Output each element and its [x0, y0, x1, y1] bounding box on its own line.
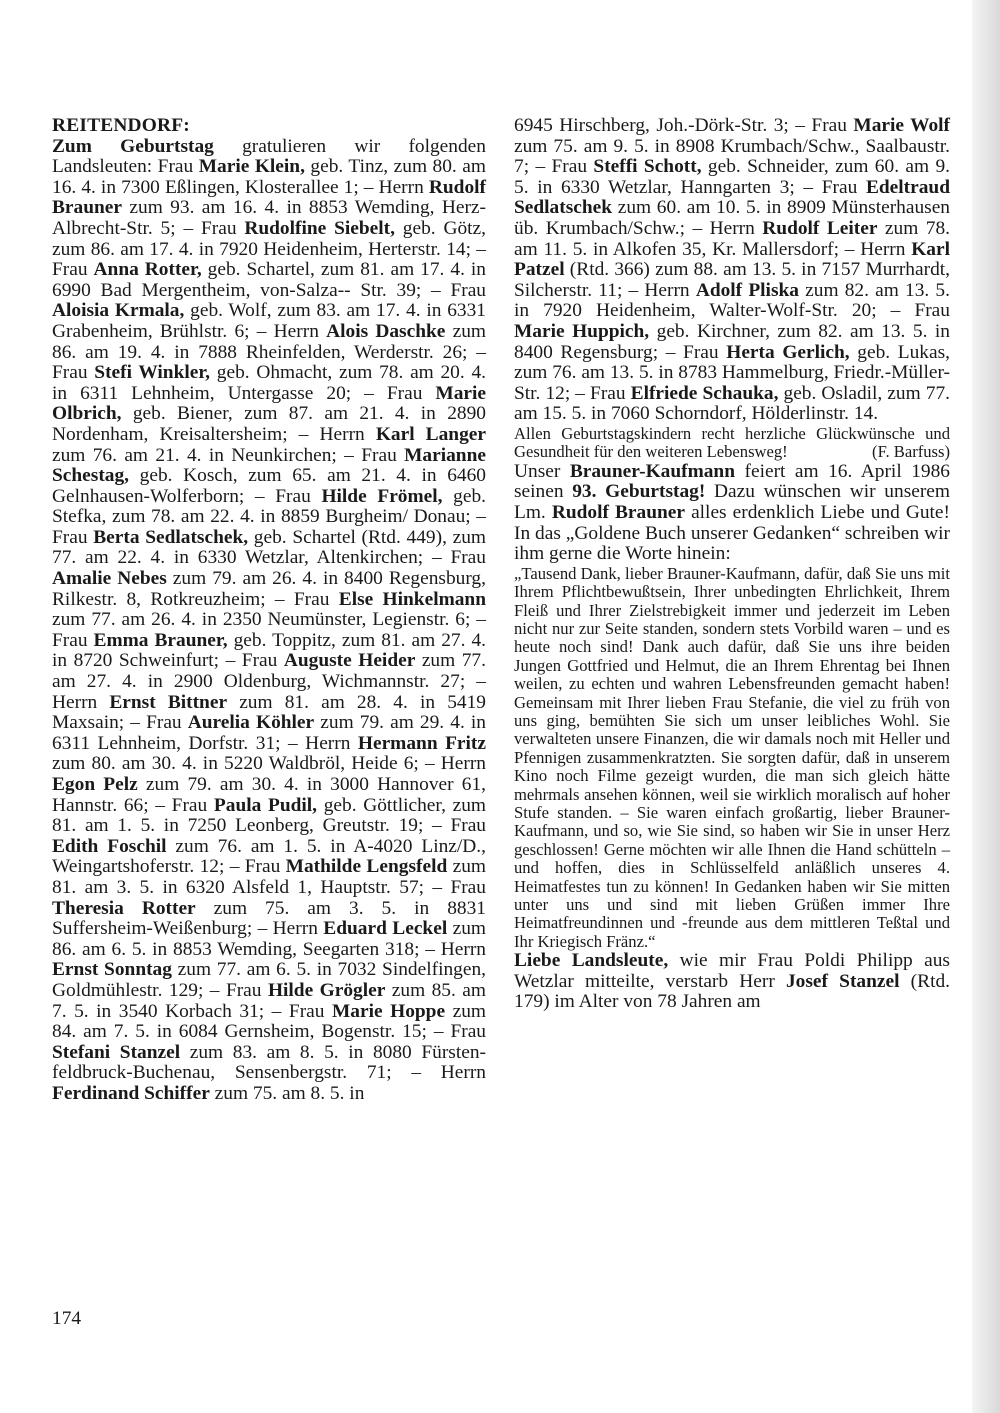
- text-run: feiert am 16. April 1986 seinen: [514, 460, 950, 503]
- bold-name-run: Hilde Frömel,: [321, 485, 443, 507]
- text-run: geb. Kosch, zum 65. am 21. 4. in 6460 Gelnhausen-Wolferborn; – Frau: [52, 465, 486, 507]
- text-run: zum 93. am 16. 4. in 8853 Wemding, Herz-Albrecht-Str. 5; – Frau: [52, 197, 486, 239]
- brauner-tribute-intro: [514, 462, 950, 565]
- text-run: zum 84. am 7. 5. in 6084 Gernsheim, Bogenstr. 15; – Frau: [52, 1000, 486, 1043]
- bold-name-run: Mathilde Lengsfeld: [285, 856, 448, 878]
- right-column: [514, 116, 950, 1013]
- bold-name-run: Stefani Stanzel: [52, 1041, 181, 1063]
- text-run: zum 60. am 10. 5. in 8909 Münsterhausen üb. Krumbach/Schw.; – Herrn: [514, 197, 950, 239]
- text-run: zum 76. am 1. 5. in A-4020 Linz/D., Weingartshoferstr. 12; – Frau: [52, 835, 486, 878]
- text-run: zum 78. am 11. 5. in Alkofen 35, Kr. Mallersdorf; – Herrn: [514, 217, 950, 260]
- text-run: Dazu wünschen wir unserem Lm.: [514, 481, 950, 523]
- bold-name-run: Emma Brauner,: [93, 629, 228, 651]
- text-run: zum 75. am 9. 5. in 8908 Krumbach/Schw., Saalbaustr. 7; – Frau: [514, 135, 950, 178]
- text-run: geb. Schartel (Rtd. 449), zum 77. am 22. 4. in 6330 Wetzlar, Altenkirchen; – Frau: [52, 526, 486, 569]
- page-edge-shadow: [972, 0, 1000, 1413]
- text-run: geb. Wolf, zum 83. am 17. 4. in 6331 Grabenheim, Brühlstr. 6; – Herrn: [52, 300, 486, 342]
- text-run: Unser: [514, 460, 570, 482]
- closing-signature: (F. Barfuss): [872, 442, 950, 462]
- bold-name-run: Berta Sedlatschek,: [93, 526, 249, 548]
- bold-name-run: Liebe Landsleute,: [514, 950, 669, 972]
- text-run: zum 79. am 26. 4. in 8400 Regensburg, Rilkestr. 8, Rotkreuzheim; – Frau: [52, 568, 486, 610]
- bold-name-run: Edith Foschil: [52, 835, 167, 857]
- bold-name-run: Karl Patzel: [514, 238, 950, 281]
- text-run: zum 77. am 27. 4. in 2900 Oldenburg, Wichmannstr. 27; – Herrn: [52, 650, 486, 713]
- brauner-tribute-quote: „Tausend Dank, lieber Brauner-Kaufmann, dafür, daß Sie uns mit Ihrem Pflichtbewußtsein, Ihrer unbedingten Ehrlichkeit, Ihrem Fleiß und Ihrer Zielstrebigkeit immer und jederzeit im Leben nicht nur zur Seite standen, sondern stets Vorbild waren – und es heute noch sind! Dank auch dafür, daß Sie uns ihre beiden Jungen Gottfried und Helmut, die an Ihrem Ehrentag bei Ihnen weilen, zu echten und wahren Lebensfreunden gemacht haben! Gemeinsam mit Ihrer lieben Frau Stefanie, die viel zu früh von uns ging, bemühten Sie sich um unser leibliches Wohl. Sie verwalteten unsere Finanzen, die wir damals noch mit Heller und Pfennigen zusammenkratzten. Sie sorgten dafür, daß in unserem Kino noch Filme gezeigt wurden, die man sich gleich hätte mehrmals ansehen können, weil sie wirklich moralisch auf hoher Stufe standen. – Sie waren einfach großartig, lieber Brauner-Kaufmann, und so, wie Sie sind, so haben wir Sie in unser Herz geschlossen! Gerne möchten wir alle Ihnen die Hand schütteln – und hoffen, dies in Schlüsselfeld anläßlich unseres 4. Heimatfestes tun zu können! In Gedanken haben wir Sie mitten unter uns und sind mit lieben Grüßen immer Ihre Heimatfreundinnen und -freunde aus dem mittleren Teßtal und Ihr Kriegisch Fränz.“: [514, 563, 950, 951]
- text-run: zum 80. am 30. 4. in 5220 Waldbröl, Heide 6; – Herrn: [52, 753, 486, 775]
- text-run: geb. Stefka, zum 78. am 22. 4. in 8859 Burgheim/ Donau; – Frau: [52, 485, 486, 548]
- text-run: 6945 Hirschberg, Joh.-Dörk-Str. 3; – Frau: [514, 115, 854, 136]
- page-number: 174: [52, 1308, 82, 1329]
- text-run: gratulieren wir folgenden Landsleuten: Frau: [52, 135, 486, 178]
- text-run: zum 81. am 3. 5. in 6320 Alsfeld 1, Hauptstr. 57; – Frau: [52, 856, 486, 898]
- bold-name-run: Marie Hoppe: [331, 1000, 446, 1022]
- bold-name-run: Aloisia Krmala,: [52, 300, 185, 322]
- text-run: geb. Toppitz, zum 81. am 27. 4. in 8720 Schweinfurt; – Frau: [52, 629, 486, 672]
- text-run: zum 86. am 6. 5. in 8853 Wemding, Seegarten 318; – Herrn: [52, 918, 486, 960]
- text-run: geb. Ohmacht, zum 78. am 20. 4. in 6311 Lehnheim, Untergasse 20; – Frau: [52, 362, 487, 404]
- birthday-list-paragraph: [52, 137, 486, 1105]
- text-run: zum 75. am 8. 5. in: [209, 1082, 365, 1104]
- bold-name-run: Egon Pelz: [52, 774, 138, 795]
- bold-name-run: Paula Pudil,: [213, 794, 318, 816]
- text-run: zum 75. am 3. 5. in 8831 Suffersheim-Weißenburg; – Herrn: [52, 897, 486, 940]
- section-heading: REITENDORF:: [52, 115, 190, 136]
- bold-name-run: Ernst Sonntag: [52, 959, 172, 981]
- bold-name-run: Auguste Heider: [283, 650, 416, 672]
- bold-name-run: Marie Wolf: [853, 115, 950, 136]
- bold-name-run: Rudolfine Siebelt,: [244, 217, 395, 239]
- bold-name-run: Else Hinkelmann: [338, 588, 486, 610]
- bold-name-run: Alois Daschke: [326, 320, 446, 342]
- bold-name-run: Herta Gerlich,: [726, 341, 850, 363]
- text-run: zum 86. am 19. 4. in 7888 Rheinfelden, Werderstr. 26; – Frau: [52, 320, 486, 384]
- text-run: zum 76. am 21. 4. in Neunkirchen; – Frau: [52, 444, 405, 466]
- obituary-paragraph: [514, 951, 950, 1013]
- text-run: alles erdenklich Liebe und Gute! In das „Goldene Buch unserer Gedanken“ schreiben wir ihm gerne die Worte hinein:: [514, 501, 951, 565]
- left-column: [52, 116, 486, 1105]
- bold-name-run: Steffi Schott,: [593, 156, 702, 178]
- bold-name-run: Brauner-Kaufmann: [569, 460, 736, 482]
- text-run: zum 79. am 30. 4. in 3000 Hannover 61, Hannstr. 66; – Frau: [52, 774, 486, 816]
- text-run: (Rtd. 366) zum 88. am 13. 5. in 7157 Murrhardt, Silcherstr. 11; – Herrn: [514, 259, 950, 301]
- text-run: geb. Osladil, zum 77. am 15. 5. in 7060 Schorndorf, Hölderlinstr. 14.: [514, 382, 950, 425]
- text-run: geb. Schartel, zum 81. am 17. 4. in 6990 Bad Mergentheim, von-Salza-- Str. 39; – Frau: [52, 259, 486, 301]
- bold-name-run: Ferdinand Schiffer: [52, 1082, 210, 1104]
- bold-name-run: Josef Stanzel: [785, 970, 900, 992]
- text-run: geb. Göttlicher, zum 81. am 1. 5. in 7250 Leonberg, Greutstr. 19; – Frau: [52, 794, 486, 837]
- bold-name-run: Marie Huppich,: [514, 320, 650, 342]
- text-run: geb. Schneider, zum 60. am 9. 5. in 6330 Wetzlar, Hanngarten 3; – Frau: [514, 156, 950, 198]
- bold-name-run: Zum Geburtstag: [52, 135, 214, 157]
- closing-note-text: Allen Geburtstagskindern recht herzliche Glückwünsche und Gesundheit für den weiteren Lebensweg!: [514, 423, 950, 462]
- bold-name-run: Aurelia Köhler: [187, 712, 315, 734]
- bold-name-run: Edeltraud Sedlatschek: [514, 176, 950, 219]
- text-run: geb. Biener, zum 87. am 21. 4. in 2890 Nordenham, Kreisaltersheim; – Herrn: [52, 403, 486, 445]
- text-run: geb. Kirchner, zum 82. am 13. 5. in 8400 Regensburg; – Frau: [514, 320, 950, 363]
- bold-name-run: Anna Rotter,: [93, 259, 202, 281]
- bold-name-run: Rudolf Leiter: [762, 217, 878, 239]
- bold-name-run: Hermann Fritz: [357, 732, 486, 754]
- bold-name-run: Marie Klein,: [198, 156, 305, 178]
- bold-name-run: Karl Langer: [375, 423, 486, 445]
- text-run: zum 77. am 6. 5. in 7032 Sindelfingen, Goldmühlestr. 129; – Frau: [52, 959, 486, 1001]
- text-run: zum 81. am 28. 4. in 5419 Maxsain; – Frau: [52, 691, 486, 734]
- bold-name-run: Marie Olbrich,: [52, 382, 486, 425]
- text-run: zum 82. am 13. 5. in 7920 Heidenheim, Walter-Wolf-Str. 20; – Frau: [514, 279, 950, 322]
- bold-name-run: Rudolf Brauner: [52, 176, 486, 219]
- bold-name-run: Amalie Nebes: [52, 568, 167, 590]
- text-run: zum 79. am 29. 4. in 6311 Lehnheim, Dorfstr. 31; – Herrn: [52, 712, 487, 754]
- bold-name-run: 93. Geburtstag!: [572, 481, 706, 503]
- bold-name-run: Eduard Leckel: [323, 918, 448, 940]
- bold-name-run: Marianne Schestag,: [52, 444, 486, 487]
- text-run: zum 83. am 8. 5. in 8080 Fürstenfeldbruck-Buchenau, Sensenbergstr. 71; – Herrn: [52, 1041, 487, 1084]
- bold-name-run: Rudolf Brauner: [551, 501, 686, 523]
- bold-name-run: Stefi Winkler,: [94, 362, 211, 384]
- bold-name-run: Elfriede Schauka,: [630, 382, 779, 404]
- bold-name-run: Theresia Rotter: [52, 897, 196, 919]
- text-run: zum 77. am 26. 4. in 2350 Neumünster, Legienstr. 6; – Frau: [52, 609, 486, 651]
- bold-name-run: Adolf Pliska: [695, 279, 799, 301]
- text-run: wie mir Frau Poldi Philipp aus Wetzlar mitteilte, verstarb Herr: [514, 950, 950, 992]
- text-run: (Rtd. 179) im Alter von 78 Jahren am: [514, 970, 951, 1013]
- bold-name-run: Ernst Bittner: [109, 691, 228, 713]
- text-run: geb. Tinz, zum 80. am 16. 4. in 7300 Eßlingen, Klosterallee 1; – Herrn: [52, 156, 486, 198]
- bold-name-run: Hilde Grögler: [267, 979, 386, 1001]
- text-run: zum 85. am 7. 5. in 3540 Korbach 31; – Frau: [52, 979, 486, 1022]
- birthday-list-continued: [514, 116, 950, 425]
- text-run: geb. Götz, zum 86. am 17. 4. in 7920 Heidenheim, Herterstr. 14; – Frau: [52, 217, 486, 281]
- text-run: geb. Lukas, zum 76. am 13. 5. in 8783 Hammelburg, Friedr.-Müller-Str. 12; – Frau: [514, 341, 951, 404]
